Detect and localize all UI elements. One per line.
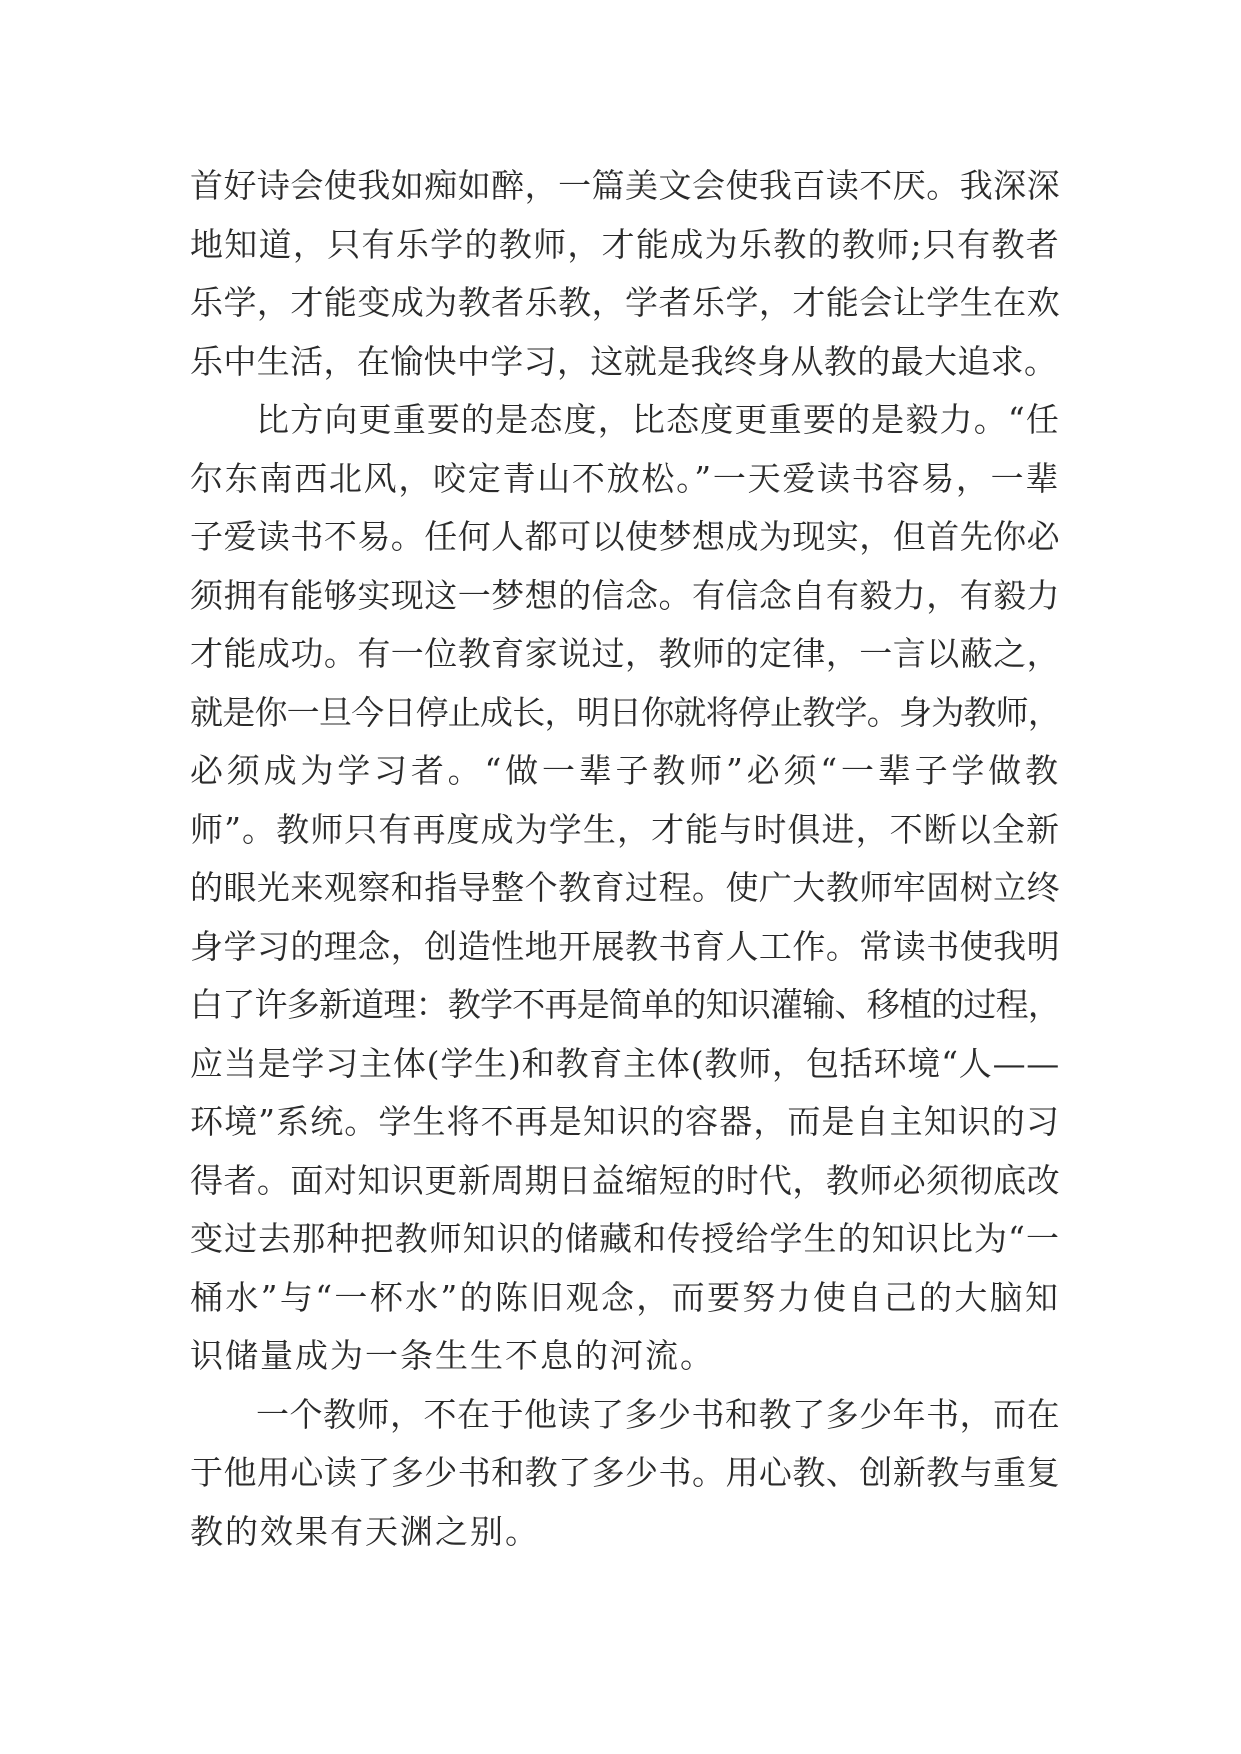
text-line: 身学习的理念，创造性地开展教书育人工作。常读书使我明 <box>190 926 1060 966</box>
text-line: 乐中生活，在愉快中学习，这就是我终身从教的最大追求。 <box>190 341 1058 381</box>
text-line: 的眼光来观察和指导整个教育过程。使广大教师牢固树立终 <box>190 868 1060 907</box>
text-line: 尔东南西北风，咬定青山不放松。”一天爱读书容易，一辈 <box>190 458 1060 498</box>
text-line: 乐学，才能变成为教者乐教，学者乐学，才能会让学生在欢 <box>190 283 1060 322</box>
text-line: 就是你一旦今日停止成长，明日你就将停止教学。身为教师， <box>190 692 1060 732</box>
text-line: 白了许多新道理：教学不再是简单的知识灌输、移植的过程， <box>190 985 1060 1024</box>
text-line: 比方向更重要的是态度，比态度更重要的是毅力。“任 <box>256 400 1060 439</box>
text-line: 于他用心读了多少书和教了多少书。用心教、创新教与重复 <box>190 1453 1060 1492</box>
text-line: 应当是学习主体(学生)和教育主体(教师，包括环境“人—— <box>190 1043 1060 1083</box>
text-line: 得者。面对知识更新周期日益缩短的时代，教师必须彻底改 <box>190 1160 1060 1200</box>
text-line: 必须成为学习者。“做一辈子教师”必须“一辈子学做教 <box>190 751 1060 790</box>
text-line: 识储量成为一条生生不息的河流。 <box>190 1336 715 1375</box>
text-line: 才能成功。有一位教育家说过，教师的定律，一言以蔽之， <box>190 634 1060 673</box>
text-line: 须拥有能够实现这一梦想的信念。有信念自有毅力，有毅力 <box>190 575 1060 615</box>
text-line: 师”。教师只有再度成为学生，才能与时俱进，不断以全新 <box>190 809 1060 849</box>
text-line: 子爱读书不易。任何人都可以使梦想成为现实，但首先你必 <box>190 517 1060 556</box>
text-line: 变过去那种把教师知识的储藏和传授给学生的知识比为“一 <box>190 1219 1060 1258</box>
text-line: 桶水”与“一杯水”的陈旧观念，而要努力使自己的大脑知 <box>190 1277 1060 1317</box>
body-text <box>190 157 1060 1561</box>
text-line: 环境”系统。学生将不再是知识的容器，而是自主知识的习 <box>190 1102 1060 1141</box>
text-line: 一个教师，不在于他读了多少书和教了多少年书，而在 <box>256 1394 1060 1434</box>
text-line: 首好诗会使我如痴如醉，一篇美文会使我百读不厌。我深深 <box>190 166 1060 205</box>
text-line: 教的效果有天渊之别。 <box>190 1511 540 1551</box>
text-line: 地知道，只有乐学的教师，才能成为乐教的教师;只有教者 <box>190 224 1060 264</box>
